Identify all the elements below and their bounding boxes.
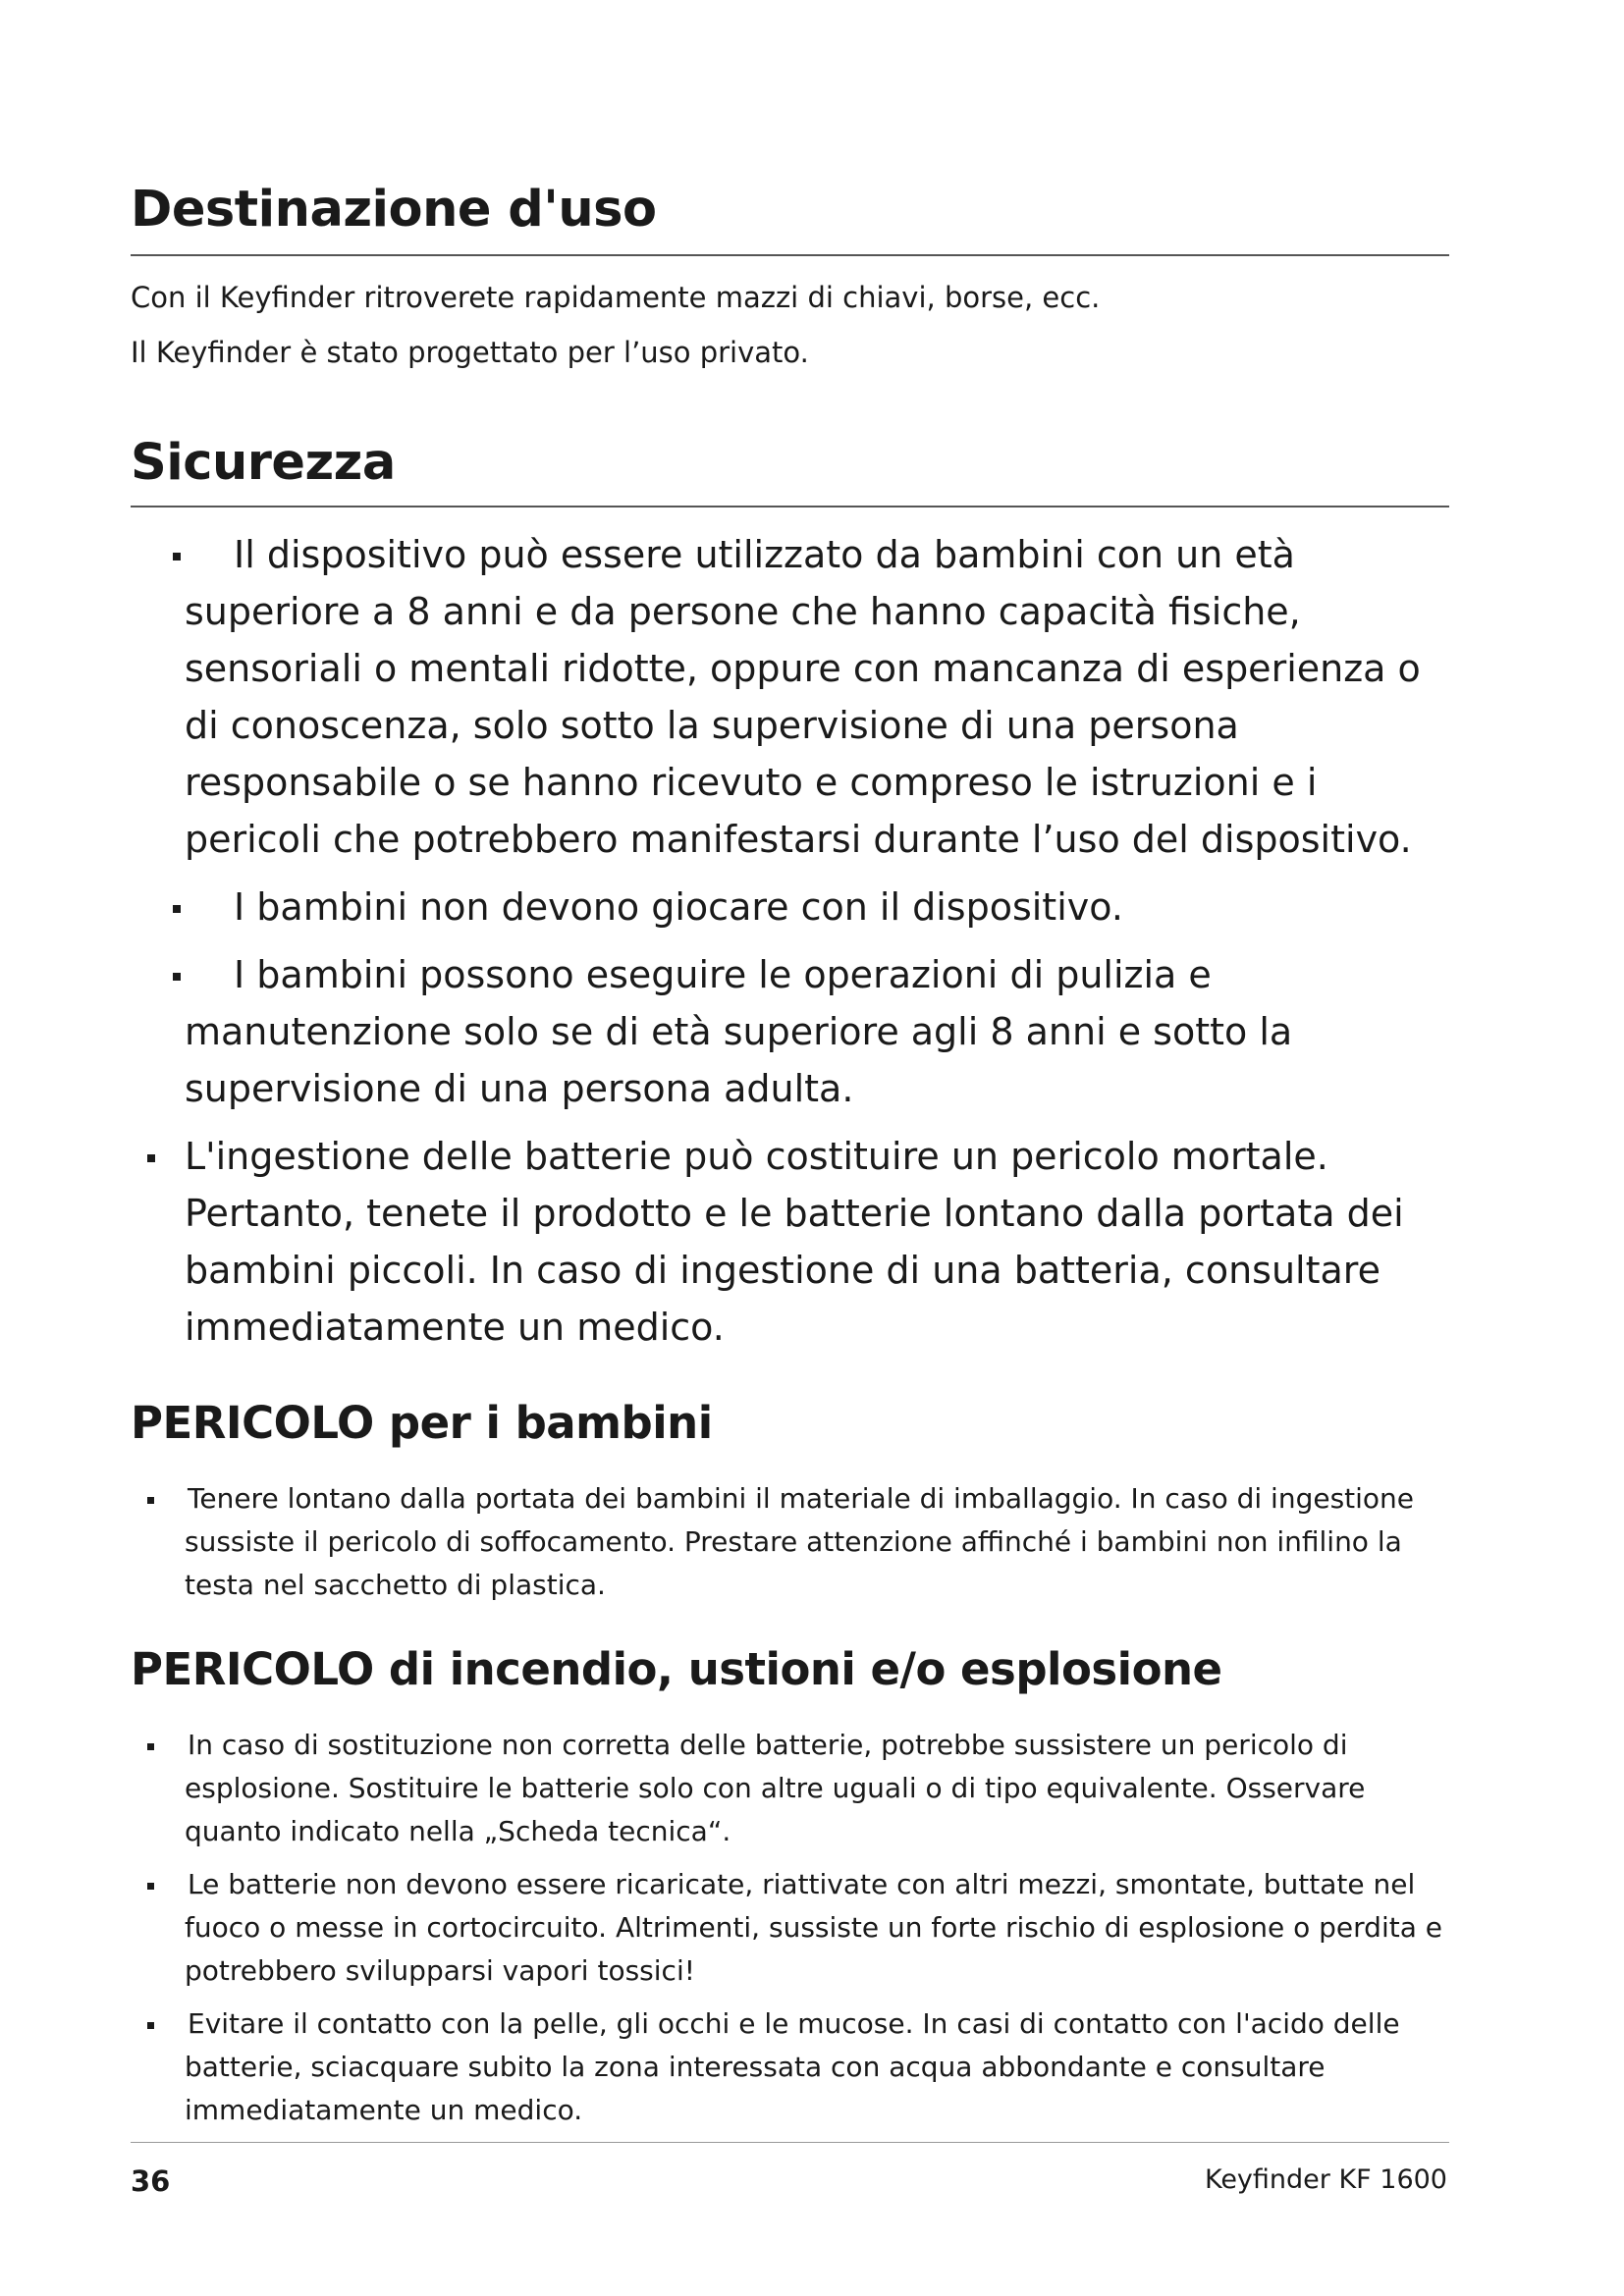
list-item [185, 1724, 1461, 1853]
bullet-icon [147, 1883, 154, 1890]
bullet-icon [147, 1154, 155, 1162]
bullet-icon [173, 905, 181, 913]
pericolo-incendio-list [185, 1724, 1461, 2142]
bullet-icon [147, 1743, 154, 1750]
list-item [185, 1863, 1461, 1993]
list-item-text: Evitare il contatto con la pelle, gli occhi e le mucose. In casi di contatto con l'acido delle batterie, sciacquare subito la zona interessata con acqua abbondante e consultare immediatamente un medico. [185, 2007, 1400, 2126]
page-number: 36 [131, 2164, 171, 2198]
destinazione-text [131, 270, 1100, 380]
sicurezza-list [185, 526, 1461, 1366]
paragraph: Il Keyfinder è stato progettato per l’uso privato. [131, 336, 809, 369]
list-item-text: In caso di sostituzione non corretta delle batterie, potrebbe sussistere un pericolo di esplosione. Sostituire le batterie solo con altre uguali o di tipo equivalente. Osservare quanto indicato nella „Scheda tecnica“. [185, 1729, 1366, 1847]
pericolo-bambini-list [185, 1477, 1461, 1617]
bullet-icon [173, 973, 181, 981]
section-title-pericolo-bambini: PERICOLO per i bambini [131, 1397, 713, 1449]
list-item-text: Tenere lontano dalla portata dei bambini il materiale di imballaggio. In caso di ingestione sussiste il pericolo di soffocamento. Prestare attenzione affinché i bambini non infilino la testa nel sacchetto di plastica. [185, 1482, 1415, 1601]
bullet-icon [173, 553, 181, 561]
bullet-icon [147, 2022, 154, 2029]
list-item [185, 946, 1461, 1117]
list-item-text: Il dispositivo può essere utilizzato da bambini con un età superiore a 8 anni e da persone che hanno capacità fisiche, sensoriali o mentali ridotte, oppure con mancanza di esperienza o di conoscenza, solo sotto la supervisione di una persona responsabile o se hanno ricevuto e compreso le istruzioni e i pericoli che potrebbero manifestarsi durante l’uso del dispositivo. [185, 533, 1421, 861]
title-rule [131, 506, 1449, 507]
list-item [185, 526, 1461, 868]
paragraph: Con il Keyfinder ritroverete rapidamente mazzi di chiavi, borse, ecc. [131, 281, 1101, 314]
list-item [185, 2002, 1461, 2132]
list-item [185, 1477, 1461, 1607]
list-item-text: Le batterie non devono essere ricaricate, riattivate con altri mezzi, smontate, buttate nel fuoco o messe in cortocircuito. Altrimenti, sussiste un forte rischio di esplosione o perdita e potrebbero svilupparsi vapori tossici! [185, 1868, 1442, 1987]
footer-product-name: Keyfinder KF 1600 [1204, 2164, 1447, 2195]
list-item-text: I bambini non devono giocare con il dispositivo. [234, 885, 1123, 929]
list-item [185, 879, 1461, 935]
title-rule [131, 254, 1449, 256]
footer-rule [131, 2142, 1449, 2143]
section-title-pericolo-incendio: PERICOLO di incendio, ustioni e/o esplosione [131, 1643, 1222, 1695]
list-item [185, 1128, 1461, 1356]
list-item-text: I bambini possono eseguire le operazioni di pulizia e manutenzione solo se di età superiore agli 8 anni e sotto la supervisione di una persona adulta. [185, 953, 1293, 1110]
list-item-text: L'ingestione delle batterie può costituire un pericolo mortale. Pertanto, tenete il prodotto e le batterie lontano dalla portata dei bambini piccoli. In caso di ingestione di una batteria, consultare immediatamente un medico. [185, 1135, 1404, 1349]
section-title-destinazione: Destinazione d'uso [131, 181, 657, 239]
bullet-icon [147, 1497, 154, 1504]
section-title-sicurezza: Sicurezza [131, 434, 396, 492]
